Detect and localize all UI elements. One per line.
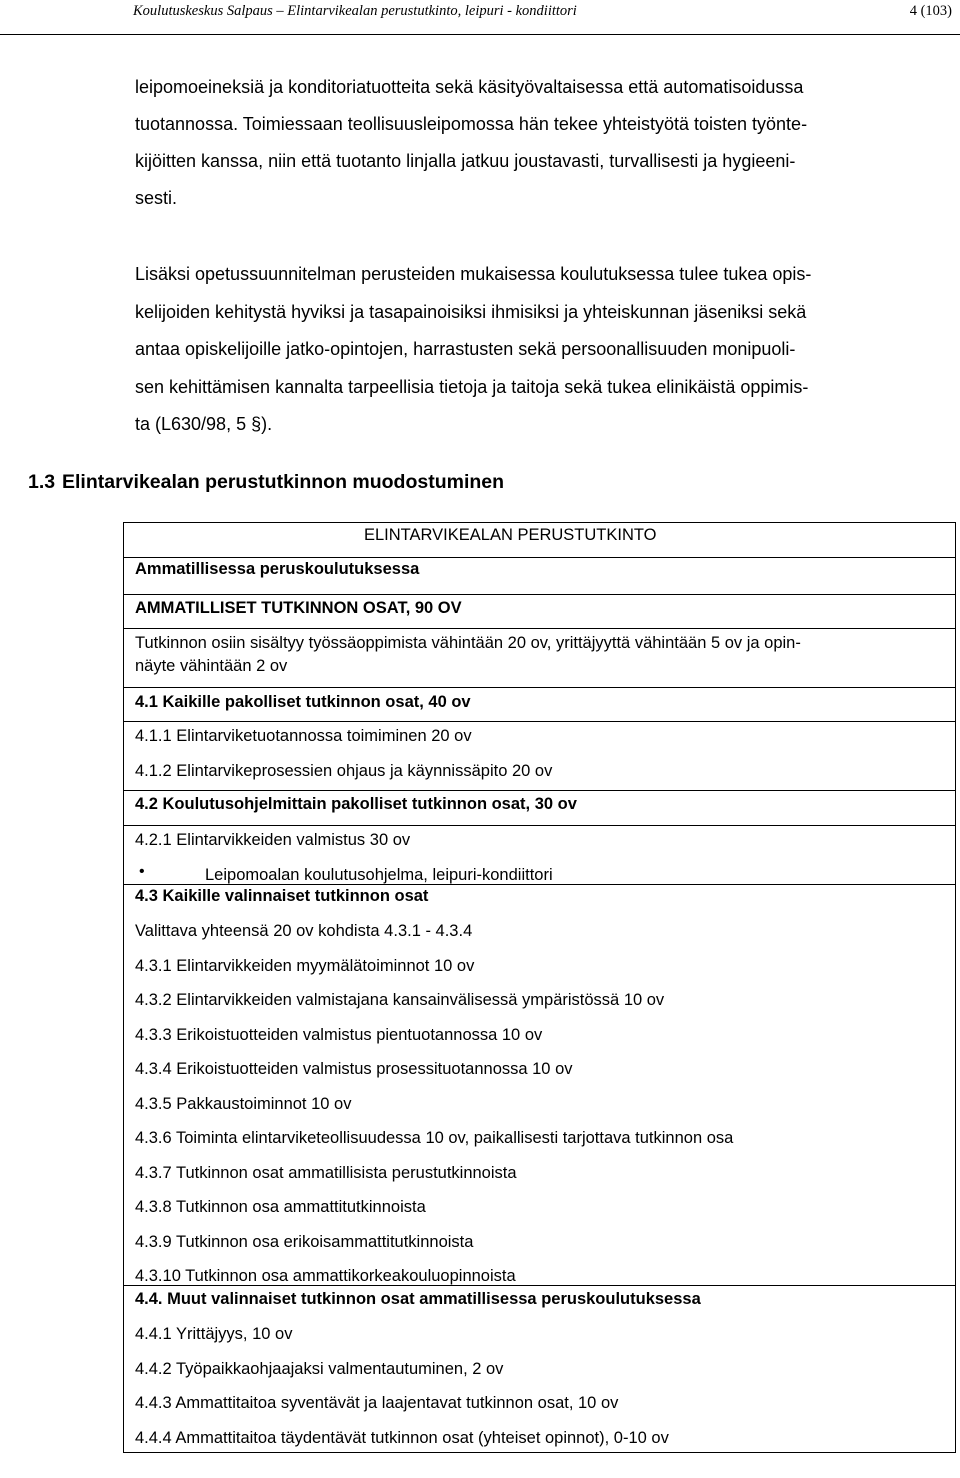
- table-row: [124, 826, 955, 861]
- section-heading: [28, 471, 504, 494]
- row-text: 4.1.2 Elintarvikeprosessien ohjaus ja käynnissäpito 20 ov: [135, 762, 553, 780]
- row-text: 4.3.10 Tutkinnon osa ammattikorkeakouluopinnoista: [135, 1267, 516, 1285]
- row-text: 4.4.1 Yrittäjyys, 10 ov: [135, 1325, 293, 1343]
- row-text: Leipomoalan koulutusohjelma, leipuri-kondiittori: [205, 866, 553, 884]
- section-title: Elintarvikealan perustutkinnon muodostuminen: [62, 471, 505, 493]
- paragraph-line: sen kehittämisen kannalta tarpeellisia tietoja ja taitoja sekä tukea elinikäistä oppimis-: [135, 376, 809, 397]
- table-row: [124, 1091, 955, 1125]
- page-header: [0, 0, 960, 35]
- row-text: 4.1.1 Elintarviketuotannossa toimiminen 20 ov: [135, 727, 472, 745]
- paragraph-line: leipomoeineksiä ja konditoriatuotteita sekä käsityövaltaisessa että automatisoidussa: [135, 77, 804, 97]
- row-text: Tutkinnon osiin sisältyy työssäoppimista vähintään 20 ov, yrittäjyyttä vähintään 5 ov ja opin-: [135, 634, 801, 652]
- table-row: [124, 987, 955, 1022]
- row-text: 4.3.9 Tutkinnon osa erikoisammattitutkinnoista: [135, 1233, 474, 1251]
- paragraph-line: antaa opiskelijoille jatko-opintojen, harrastusten sekä persoonallisuuden monipuoli-: [135, 339, 796, 359]
- row-text: 4.3.8 Tutkinnon osa ammattitutkinnoista: [135, 1198, 426, 1216]
- table-row: [124, 1390, 955, 1425]
- header-title: Koulutuskeskus Salpaus – Elintarvikealan perustutkinto, leipuri - kondiittori: [133, 3, 577, 19]
- table-row: [124, 1425, 955, 1453]
- table-title-row: [124, 523, 955, 558]
- row-text: Ammatillisessa peruskoulutuksessa: [135, 560, 420, 578]
- row-text: 4.3.4 Erikoistuotteiden valmistus prosessituotannossa 10 ov: [135, 1060, 573, 1078]
- row-text: 4.4.4 Ammattitaitoa täydentävät tutkinnon osat (yhteiset opinnot), 0-10 ov: [135, 1429, 669, 1447]
- paragraph-line: kelijoiden kehitystä hyviksi ja tasapainoisiksi ihmisiksi ja yhteiskunnan jäseniksi sekä: [135, 301, 807, 322]
- table-row: [124, 1263, 955, 1286]
- body-paragraph: [135, 256, 950, 444]
- row-text: 4.4.3 Ammattitaitoa syventävät ja laajentavat tutkinnon osat, 10 ov: [135, 1394, 619, 1412]
- table-row: [124, 861, 955, 885]
- table-row: [124, 885, 955, 919]
- table-title: ELINTARVIKEALAN PERUSTUTKINTO: [364, 526, 657, 544]
- table-row: [124, 757, 955, 791]
- table-row: [124, 791, 955, 826]
- table-row: [124, 1125, 955, 1160]
- table-row: [124, 1056, 955, 1091]
- table-row: [124, 1286, 955, 1321]
- paragraph-line: ta (L630/98, 5 §).: [135, 414, 273, 434]
- row-text: 4.2.1 Elintarvikkeiden valmistus 30 ov: [135, 831, 411, 849]
- row-text: 4.3.2 Elintarvikkeiden valmistajana kansainvälisessä ympäristössä 10 ov: [135, 991, 665, 1009]
- table-row: [124, 919, 955, 953]
- table-row: [124, 1194, 955, 1229]
- table-row: [124, 688, 955, 722]
- intro-paragraph: [135, 69, 950, 217]
- table-row: [124, 1022, 955, 1056]
- table-row: [124, 1356, 955, 1390]
- row-text: 4.2 Koulutusohjelmittain pakolliset tutkinnon osat, 30 ov: [135, 795, 577, 813]
- section-number: 1.3: [28, 471, 56, 493]
- row-text: Valittava yhteensä 20 ov kohdista 4.3.1 - 4.3.4: [135, 922, 473, 940]
- table-row: [124, 953, 955, 987]
- table-row: [124, 1229, 955, 1263]
- row-text: 4.3.7 Tutkinnon osat ammatillisista perustutkinnoista: [135, 1164, 517, 1182]
- table-row: [124, 629, 955, 688]
- row-text: 4.4. Muut valinnaiset tutkinnon osat ammatillisessa peruskoulutuksessa: [135, 1290, 701, 1308]
- paragraph-line: sesti.: [135, 188, 178, 208]
- table-row: [124, 722, 955, 757]
- bullet-icon: •: [139, 863, 145, 880]
- paragraph-line: tuotannossa. Toimiessaan teollisuusleipomossa hän tekee yhteistyötä toisten työnte-: [135, 114, 808, 134]
- table-row: [124, 595, 955, 629]
- row-text: 4.3.5 Pakkaustoiminnot 10 ov: [135, 1095, 352, 1113]
- table-row: [124, 558, 955, 595]
- row-text: 4.4.2 Työpaikkaohjaajaksi valmentautuminen, 2 ov: [135, 1360, 504, 1378]
- row-text: 4.3.1 Elintarvikkeiden myymälätoiminnot 10 ov: [135, 957, 475, 975]
- row-text: 4.3.6 Toiminta elintarviketeollisuudessa 10 ov, paikallisesti tarjottava tutkinnon osa: [135, 1129, 734, 1147]
- row-text: AMMATILLISET TUTKINNON OSAT, 90 OV: [135, 599, 462, 617]
- row-text: 4.3 Kaikille valinnaiset tutkinnon osat: [135, 887, 429, 905]
- row-text: 4.1 Kaikille pakolliset tutkinnon osat, 40 ov: [135, 693, 471, 711]
- paragraph-line: Lisäksi opetussuunnitelman perusteiden mukaisessa koulutuksessa tulee tukea opis-: [135, 264, 812, 284]
- degree-structure-table: [123, 522, 956, 1453]
- page-number: 4 (103): [909, 3, 952, 19]
- row-text: 4.3.3 Erikoistuotteiden valmistus pientuotannossa 10 ov: [135, 1026, 543, 1044]
- table-row: [124, 1160, 955, 1194]
- row-text: näyte vähintään 2 ov: [135, 657, 288, 675]
- table-row: [124, 1321, 955, 1356]
- paragraph-line: kijöitten kanssa, niin että tuotanto linjalla jatkuu joustavasti, turvallisesti ja hygieeni-: [135, 151, 796, 171]
